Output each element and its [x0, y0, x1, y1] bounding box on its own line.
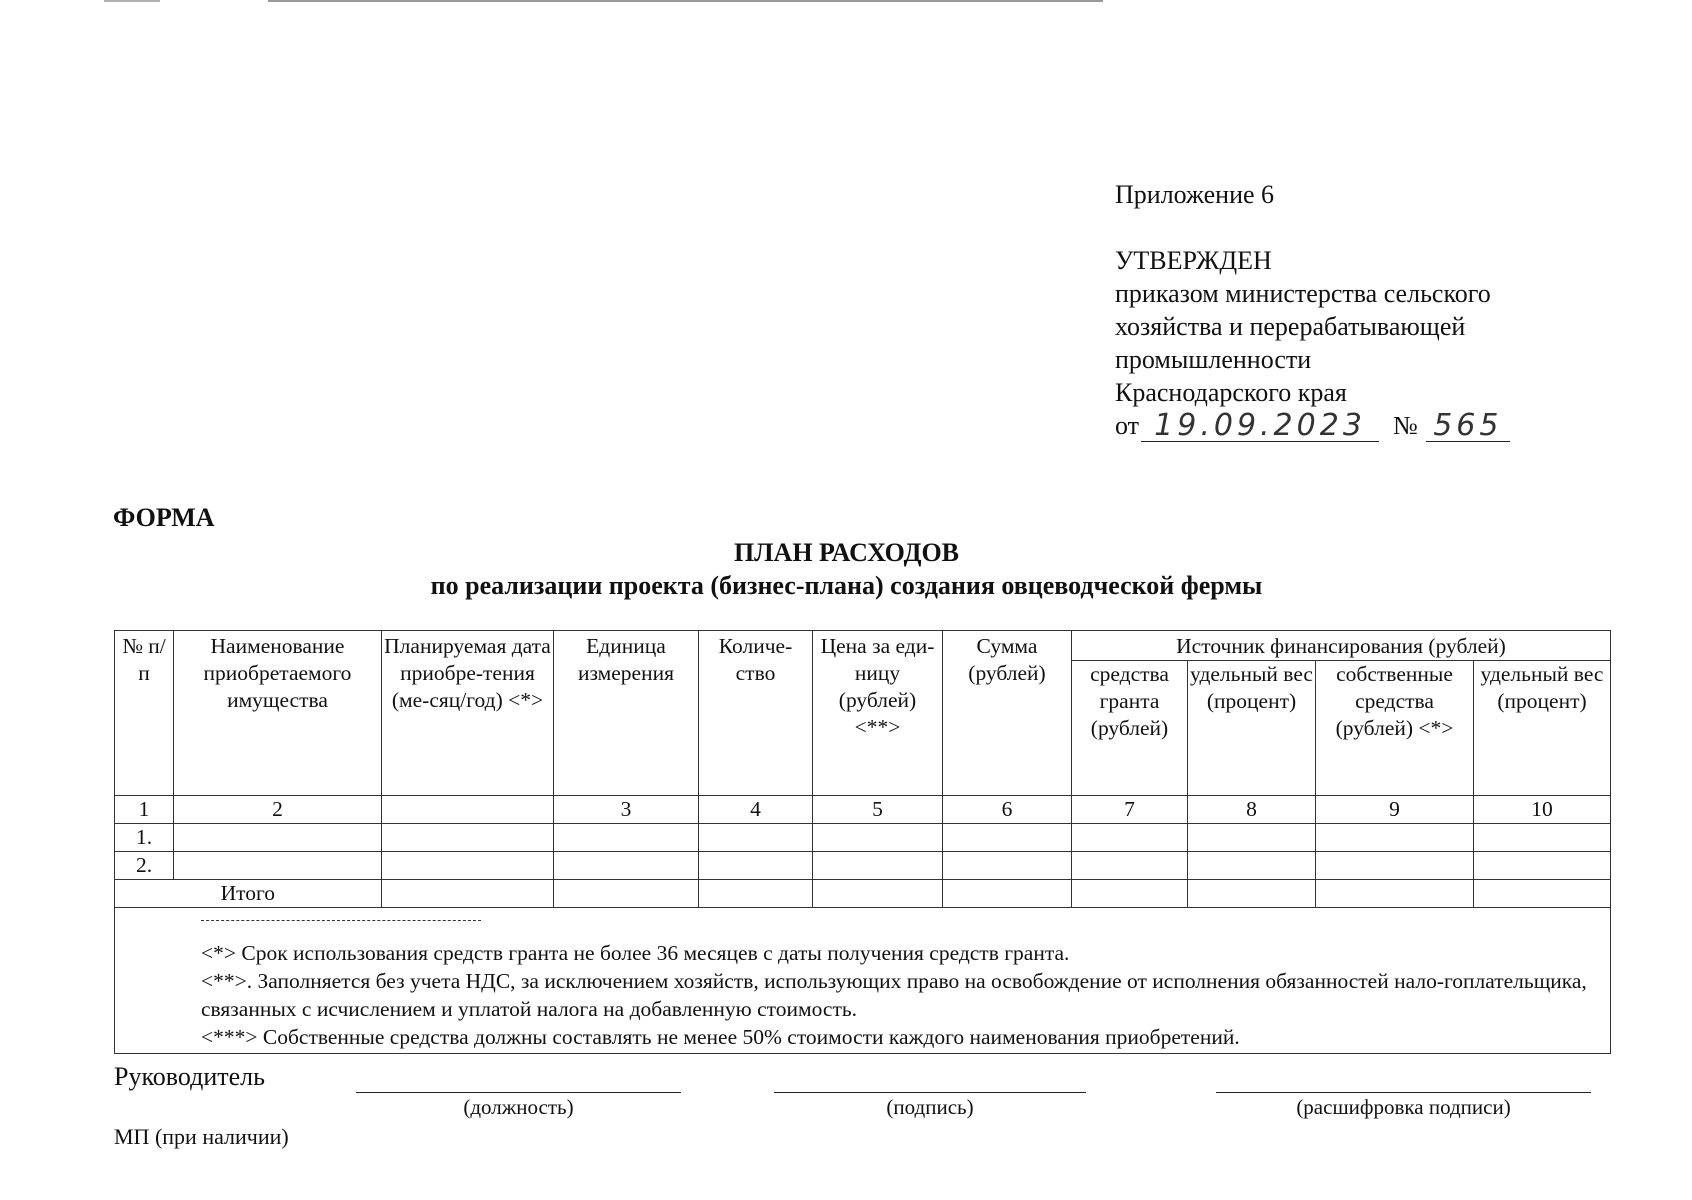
total-label: Итого: [115, 880, 382, 908]
header-grant: средства гранта (рублей): [1072, 661, 1188, 796]
col-num-8: 8: [1188, 796, 1316, 824]
col-num-blank: [382, 796, 554, 824]
column-number-row: [115, 796, 1611, 824]
cell-empty: [1188, 880, 1316, 908]
signature-decode-field: (расшифровка подписи): [1216, 1092, 1591, 1120]
header-source: Источник финансирования (рублей): [1072, 631, 1611, 661]
header-own: собственные средства (рублей) <*>: [1316, 661, 1474, 796]
approval-block: [1115, 178, 1635, 442]
cell-empty: [699, 880, 813, 908]
cell-empty: [943, 824, 1072, 852]
cell-empty: [554, 880, 699, 908]
order-line-2: хозяйства и перерабатывающей: [1115, 312, 1466, 341]
cell-empty: [554, 852, 699, 880]
scan-edge-line: [268, 0, 1103, 2]
col-num-9: 9: [1316, 796, 1474, 824]
scan-edge-mark: [104, 0, 160, 2]
cell-empty: [699, 852, 813, 880]
cell-empty: [813, 852, 943, 880]
cell-empty: [1474, 852, 1611, 880]
cell-empty: [1316, 824, 1474, 852]
cell-empty: [1072, 880, 1188, 908]
date-prefix: от: [1115, 411, 1140, 440]
footnote-1: <*> Срок использования средств гранта не более 36 месяцев с даты получения средств гранта.: [201, 941, 1070, 965]
cell-empty: [1474, 824, 1611, 852]
header-price: Цена за еди-ницу (рублей) <**>: [813, 631, 943, 796]
table-row: [115, 852, 1611, 880]
table-row: [115, 824, 1611, 852]
col-num-10: 10: [1474, 796, 1611, 824]
form-label: ФОРМА: [113, 503, 215, 532]
col-num-2: 2: [174, 796, 382, 824]
signature-field: (подпись): [774, 1092, 1086, 1120]
header-sum: Сумма (рублей): [943, 631, 1072, 796]
stamp-label: МП (при наличии): [114, 1124, 289, 1149]
header-name: Наименование приобретаемого имущества: [174, 631, 382, 796]
cell-empty: [1188, 852, 1316, 880]
row-number: 1.: [115, 824, 174, 852]
cell-empty: [382, 852, 554, 880]
cell-empty: [1072, 852, 1188, 880]
footnote-3: <***> Собственные средства должны составлять не менее 50% стоимости каждого наименования приобретений.: [201, 1025, 1240, 1049]
cell-empty: [813, 824, 943, 852]
total-row: [115, 880, 1611, 908]
cell-empty: [1316, 852, 1474, 880]
cell-empty: [943, 880, 1072, 908]
col-num-6: 6: [943, 796, 1072, 824]
number-sign: №: [1393, 411, 1418, 440]
header-date: Планируемая дата приобре-тения (ме-сяц/год) <*>: [382, 631, 554, 796]
order-line-4: Краснодарского края: [1115, 378, 1347, 407]
appendix-label: Приложение 6: [1115, 180, 1275, 209]
header-own-share: удельный вес (процент): [1474, 661, 1611, 796]
signature-block: [114, 1062, 1614, 1162]
head-label: Руководитель: [114, 1062, 265, 1091]
header-num: № п/п: [115, 631, 174, 796]
header-grant-share: удельный вес (процент): [1188, 661, 1316, 796]
cell-empty: [1072, 824, 1188, 852]
order-number: 565: [1426, 411, 1510, 442]
footnotes: [115, 908, 1611, 1054]
col-num-5: 5: [813, 796, 943, 824]
footnote-separator: [201, 920, 481, 935]
title-main: ПЛАН РАСХОДОВ: [733, 538, 960, 567]
header-unit: Единица измерения: [554, 631, 699, 796]
position-field: (должность): [356, 1092, 681, 1120]
col-num-4: 4: [699, 796, 813, 824]
cell-empty: [1474, 880, 1611, 908]
title-sub: по реализации проекта (бизнес-плана) создания овцеводческой фермы: [430, 571, 1263, 600]
cell-empty: [554, 824, 699, 852]
row-number: 2.: [115, 852, 174, 880]
document-title: [114, 536, 1579, 602]
cell-empty: [813, 880, 943, 908]
cell-empty: [1316, 880, 1474, 908]
cell-empty: [1188, 824, 1316, 852]
col-num-1: 1: [115, 796, 174, 824]
order-line-1: приказом министерства сельского: [1115, 279, 1491, 308]
header-qty: Количе-ство: [699, 631, 813, 796]
cell-empty: [174, 852, 382, 880]
col-num-3: 3: [554, 796, 699, 824]
order-line-3: промышленности: [1115, 345, 1312, 374]
approved-label: УТВЕРЖДЕН: [1115, 246, 1272, 275]
cell-empty: [699, 824, 813, 852]
cell-empty: [174, 824, 382, 852]
footnote-2: <**>. Заполняется без учета НДС, за исключением хозяйств, использующих право на освобождение от исполнения обязанностей нало-гоплательщика, связанных с исчислением и уплатой налога на добавленную стоимость.: [201, 969, 1587, 1021]
col-num-7: 7: [1072, 796, 1188, 824]
cell-empty: [382, 880, 554, 908]
cell-empty: [943, 852, 1072, 880]
order-date: 19.09.2023: [1141, 411, 1379, 442]
expense-plan-table: [114, 630, 1611, 1054]
order-date-line: [1115, 409, 1635, 442]
cell-empty: [382, 824, 554, 852]
